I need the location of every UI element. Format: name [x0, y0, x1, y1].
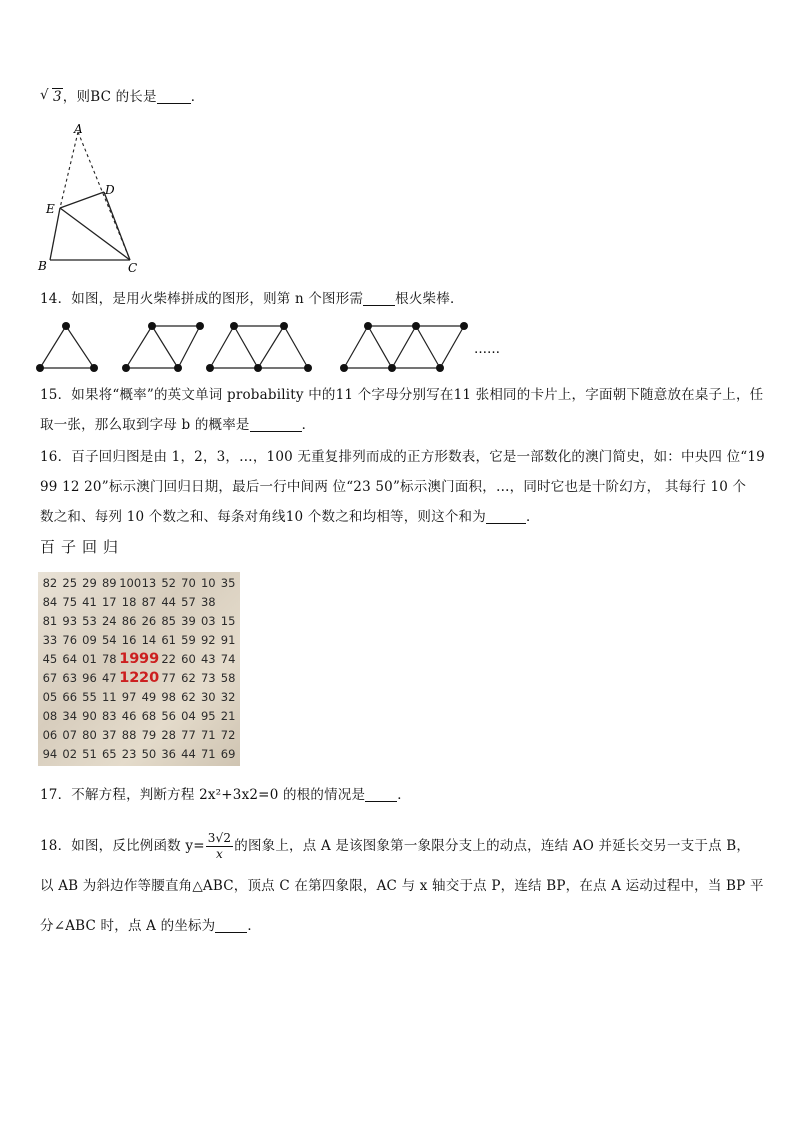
grid-cell: 35 — [220, 576, 236, 590]
grid-cell: 89 — [101, 576, 117, 590]
grid-cell: 70 — [181, 576, 196, 590]
grid-cell: 26 — [141, 614, 157, 628]
grid-cell: 56 — [161, 709, 176, 723]
grid-cell: 67 — [42, 671, 58, 685]
grid-cell: 32 — [220, 690, 236, 704]
grid-cell: 02 — [62, 747, 78, 761]
grid-cell: 61 — [161, 633, 176, 647]
grid-cell: 64 — [62, 652, 78, 666]
question-14 — [40, 284, 760, 314]
grid-cell: 39 — [181, 614, 196, 628]
q15-end: ． — [301, 417, 316, 433]
grid-cell: 83 — [101, 709, 117, 723]
grid-cell: 12 — [119, 670, 140, 686]
number-grid — [40, 574, 238, 764]
grid-cell: 95 — [200, 709, 216, 723]
grid-cell: 19 — [119, 651, 140, 667]
grid-cell: 69 — [220, 747, 236, 761]
sqrt-expression: √ 3 — [40, 87, 62, 105]
grid-cell: 74 — [220, 652, 236, 666]
grid-cell: 07 — [62, 728, 78, 742]
answer-blank[interactable] — [157, 89, 191, 104]
grid-cell: 72 — [220, 728, 236, 742]
grid-cell: 98 — [161, 690, 176, 704]
answer-blank[interactable] — [363, 291, 395, 306]
question-17 — [40, 780, 760, 810]
grid-cell: 05 — [42, 690, 58, 704]
grid-cell: 49 — [141, 690, 157, 704]
q16-line3: 数之和、每列 10 个数之和、每条对角线10 个数之和均相等，则这个和为 — [40, 509, 486, 525]
grid-cell: 06 — [42, 728, 58, 742]
grid-cell: 88 — [121, 728, 137, 742]
grid-cell: 66 — [62, 690, 78, 704]
q17-text: 17．不解方程，判断方程 2x²+3x2=0 的根的情况是 — [40, 787, 366, 803]
grid-cell: 17 — [101, 595, 117, 609]
q18-line1-a: 18．如图，反比例函数 y= — [40, 838, 205, 854]
grid-cell: 77 — [161, 671, 176, 685]
q14-text: 14．如图，是用火柴棒拼成的图形，则第 n 个图形需 — [40, 291, 364, 307]
q14-end: 根火柴棒． — [395, 291, 464, 307]
question-16 — [40, 442, 765, 532]
figure-2 — [126, 326, 200, 368]
grid-cell: 80 — [82, 728, 97, 742]
q15-line1: 15．如果将“概率”的英文单词 probability 中的11 个字母分别写在11 张相同的卡片上，字面朝下随意放在桌子上，任 — [40, 387, 764, 403]
grid-cell: 08 — [42, 709, 58, 723]
grid-cell: 51 — [82, 747, 97, 761]
grid-cell: 59 — [181, 633, 196, 647]
grid-cell: 62 — [181, 690, 196, 704]
grid-cell: 50 — [141, 747, 157, 761]
grid-cell: 100 — [119, 576, 142, 590]
grid-cell: 65 — [101, 747, 117, 761]
grid-cell: 54 — [101, 633, 117, 647]
grid-cell: 04 — [181, 709, 196, 723]
grid-cell: 34 — [62, 709, 78, 723]
grid-cell: 84 — [42, 595, 58, 609]
grid-cell: 47 — [101, 671, 117, 685]
q18-line1-b: 的图象上，点 A 是该图象第一象限分支上的动点，连结 AO 并延长交另一支于点 B， — [234, 838, 751, 854]
grid-cell: 57 — [181, 595, 196, 609]
figure-3 — [210, 326, 308, 368]
q18-line2: 以 AB 为斜边作等腰直角△ABC，顶点 C 在第四象限，AC 与 x 轴交于点 P，连结 BP，在点 A 运动过程中，当 BP 平 — [40, 878, 764, 894]
grid-cell: 71 — [200, 747, 216, 761]
grid-cell: 87 — [141, 595, 157, 609]
grid-cell: 97 — [121, 690, 137, 704]
grid-cell: 96 — [82, 671, 97, 685]
grid-cell: 18 — [121, 595, 137, 609]
grid-cell: 94 — [42, 747, 58, 761]
grid-cell: 29 — [82, 576, 97, 590]
grid-cell: 16 — [121, 633, 137, 647]
grid-cell: 55 — [82, 690, 97, 704]
label-D: D — [105, 183, 115, 197]
grid-cell: 03 — [200, 614, 216, 628]
grid-cell: 13 — [141, 576, 157, 590]
baizi-huigui-grid-image — [38, 572, 240, 766]
grid-cell: 36 — [161, 747, 176, 761]
label-A: A — [74, 122, 83, 136]
grid-cell: 43 — [200, 652, 216, 666]
grid-cell: 92 — [200, 633, 216, 647]
grid-cell: 33 — [42, 633, 58, 647]
label-B: B — [38, 259, 47, 273]
grid-cell: 77 — [181, 728, 196, 742]
grid-cell: 38 — [200, 595, 216, 609]
grid-cell: 58 — [220, 671, 236, 685]
grid-cell: 81 — [42, 614, 58, 628]
grid-cell: 28 — [161, 728, 176, 742]
grid-caption: 百子回归 — [40, 538, 125, 556]
grid-cell: 30 — [200, 690, 216, 704]
q13-end: ． — [190, 89, 205, 105]
q16-end: ． — [525, 509, 540, 525]
grid-cell: 90 — [82, 709, 97, 723]
grid-cell: 73 — [200, 671, 216, 685]
grid-cell: 68 — [141, 709, 157, 723]
grid-cell: 93 — [62, 614, 78, 628]
grid-cell: 44 — [161, 595, 176, 609]
grid-cell: 75 — [62, 595, 78, 609]
answer-blank[interactable] — [486, 509, 526, 524]
grid-cell: 37 — [101, 728, 117, 742]
grid-cell: 11 — [101, 690, 117, 704]
grid-cell: 14 — [141, 633, 157, 647]
question-13-tail — [40, 82, 760, 112]
grid-cell: 46 — [121, 709, 137, 723]
grid-cell: 20 — [138, 670, 160, 686]
answer-blank[interactable] — [250, 417, 302, 432]
matchstick-figures — [34, 318, 534, 374]
grid-cell: 63 — [62, 671, 78, 685]
question-18 — [40, 826, 764, 946]
q13-text: ，则BC 的长是 — [62, 89, 157, 105]
grid-cell: 53 — [82, 614, 97, 628]
ellipsis: …… — [474, 342, 500, 357]
grid-cell: 41 — [82, 595, 97, 609]
grid-cell: 24 — [101, 614, 117, 628]
q18-end: ． — [247, 918, 262, 934]
q15-line2: 取一张，那么取到字母 b 的概率是 — [40, 417, 250, 433]
answer-blank[interactable] — [215, 918, 247, 933]
figure-1 — [40, 326, 94, 368]
label-C: C — [128, 261, 138, 275]
grid-cell: 79 — [141, 728, 157, 742]
question-15 — [40, 380, 764, 440]
grid-cell: 62 — [181, 671, 196, 685]
grid-cell: 52 — [161, 576, 176, 590]
label-E: E — [46, 202, 55, 216]
grid-cell: 82 — [42, 576, 58, 590]
grid-cell: 09 — [82, 633, 97, 647]
grid-cell: 71 — [200, 728, 216, 742]
grid-cell: 21 — [220, 709, 236, 723]
grid-cell: 15 — [220, 614, 236, 628]
grid-cell: 10 — [200, 576, 216, 590]
grid-cell: 01 — [82, 652, 97, 666]
grid-cell: 22 — [161, 652, 176, 666]
grid-cell: 86 — [121, 614, 137, 628]
grid-cell: 85 — [161, 614, 176, 628]
grid-cell: 78 — [101, 652, 117, 666]
figure-4 — [344, 326, 464, 368]
answer-blank[interactable] — [365, 787, 397, 802]
grid-cell: 60 — [181, 652, 196, 666]
fraction: $\frac{3√2}{x}$ — [207, 831, 232, 861]
q17-end: ． — [397, 787, 411, 803]
grid-cell: 99 — [138, 651, 160, 667]
grid-cell — [218, 593, 238, 612]
grid-cell: 76 — [62, 633, 78, 647]
q16-line2: 99 12 20”标示澳门回归日期，最后一行中间两 位“23 50”标示澳门面积，…，同时它也是十阶幻方， 其每行 10 个 — [40, 479, 747, 495]
q16-line1: 16．百子回归图是由 1，2，3，…，100 无重复排列而成的正方形数表，它是一部数化的澳门简史，如：中央四 位“19 — [40, 449, 765, 465]
grid-cell: 23 — [121, 747, 137, 761]
grid-cell: 91 — [220, 633, 236, 647]
q18-line3: 分∠ABC 时，点 A 的坐标为 — [40, 918, 216, 934]
triangle-figure — [34, 120, 146, 278]
grid-cell: 45 — [42, 652, 58, 666]
grid-cell: 25 — [62, 576, 78, 590]
grid-cell: 44 — [181, 747, 196, 761]
